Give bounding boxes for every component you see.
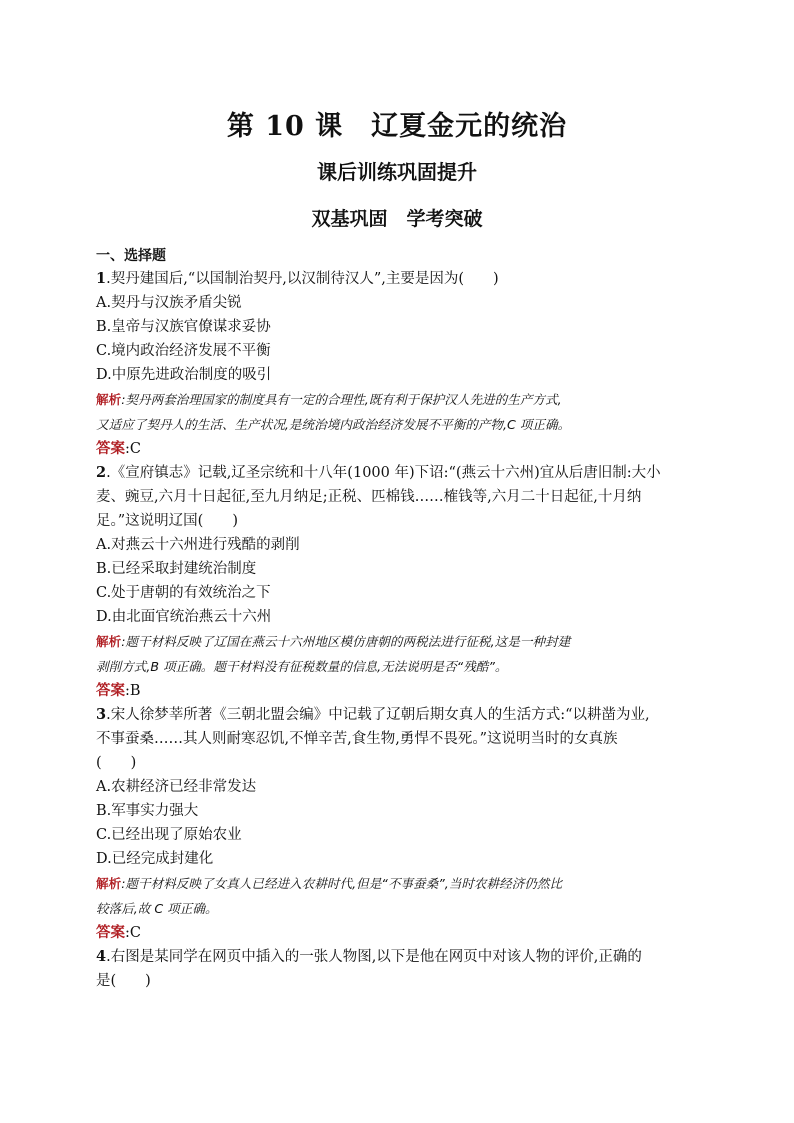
page-title: 第 10 课 辽夏金元的统治: [226, 111, 568, 142]
option-c: C.处于唐朝的有效统治之下: [96, 585, 271, 601]
analysis-label: 解析: [96, 876, 122, 891]
question-number: 1: [96, 270, 107, 287]
analysis-label: 解析: [96, 392, 122, 407]
analysis-line: [96, 387, 706, 412]
analysis-line: [96, 871, 706, 896]
question-2: [96, 461, 706, 703]
answer-value: :B: [125, 683, 141, 699]
answer-value: :C: [125, 441, 141, 457]
analysis-text: :契丹两套治理国家的制度具有一定的合理性,既有利于保护汉人先进的生产方式,: [121, 392, 562, 407]
option-b: B.皇帝与汉族官僚谋求妥协: [96, 319, 271, 335]
question-text-line: ( ): [96, 755, 137, 771]
option-b: B.已经采取封建统治制度: [96, 561, 257, 577]
question-text-line: [96, 461, 706, 485]
answer-line: [96, 921, 706, 945]
answer-label: 答案: [96, 682, 125, 699]
analysis-label: 解析: [96, 634, 122, 649]
option-d: D.中原先进政治制度的吸引: [96, 367, 272, 383]
analysis-line: [96, 629, 706, 654]
answer-line: [96, 679, 706, 703]
question-number: 2: [96, 464, 107, 481]
option-a: A.农耕经济已经非常发达: [96, 779, 257, 795]
option-b: B.军事实力强大: [96, 803, 199, 819]
question-4: [96, 945, 706, 993]
option-c: C.境内政治经济发展不平衡: [96, 343, 271, 359]
option-d: D.已经完成封建化: [96, 851, 214, 867]
analysis-text: :题干材料反映了女真人已经进入农耕时代,但是“不事蚕桑”,当时农耕经济仍然比: [121, 876, 563, 891]
analysis-line: 剥削方式,B 项正确。题干材料没有征税数量的信息,无法说明是否“残酷”。: [96, 659, 508, 674]
question-text-line: [96, 267, 706, 291]
question-stem: .宋人徐梦莘所著《三朝北盟会编》中记载了辽朝后期女真人的生活方式:“以耕凿为业,: [106, 707, 650, 723]
question-number: 3: [96, 706, 107, 723]
part-heading: 一、选择题: [96, 248, 166, 264]
page-subtitle: 课后训练巩固提升: [317, 160, 477, 184]
section-title: 双基巩固 学考突破: [311, 208, 483, 230]
question-number: 4: [96, 948, 107, 965]
question-text-line: [96, 703, 706, 727]
question-text-line: [96, 945, 706, 969]
question-text-line: 不事蚕桑……其人则耐寒忍饥,不惮辛苦,食生物,勇悍不畏死。”这说明当时的女真族: [96, 731, 618, 747]
analysis-line: 又适应了契丹人的生活、生产状况,是统治境内政治经济发展不平衡的产物,C 项正确。: [96, 417, 571, 432]
option-a: A.对燕云十六州进行残酷的剥削: [96, 537, 300, 553]
analysis-line: 较落后,故 C 项正确。: [96, 901, 218, 916]
answer-label: 答案: [96, 924, 125, 941]
question-stem: .《宣府镇志》记载,辽圣宗统和十八年(1000 年)下诏:“(燕云十六州)宜从后唐旧制:大小: [106, 465, 661, 481]
option-c: C.已经出现了原始农业: [96, 827, 242, 843]
answer-value: :C: [125, 925, 141, 941]
content-body: [96, 245, 706, 993]
option-d: D.由北面官统治燕云十六州: [96, 609, 272, 625]
question-text-line: 足。”这说明辽国( ): [96, 513, 238, 529]
question-stem: .契丹建国后,“以国制治契丹,以汉制待汉人”,主要是因为( ): [106, 271, 499, 287]
analysis-text: :题干材料反映了辽国在燕云十六州地区模仿唐朝的两税法进行征税,这是一种封建: [121, 634, 571, 649]
answer-line: [96, 437, 706, 461]
question-text-line: 是( ): [96, 973, 151, 989]
question-1: [96, 267, 706, 461]
question-text-line: 麦、豌豆,六月十日起征,至九月纳足;正税、匹棉钱……榷钱等,六月二十日起征,十月纳: [96, 489, 642, 505]
question-3: [96, 703, 706, 945]
answer-label: 答案: [96, 440, 125, 457]
question-stem: .右图是某同学在网页中插入的一张人物图,以下是他在网页中对该人物的评价,正确的: [106, 949, 642, 965]
option-a: A.契丹与汉族矛盾尖锐: [96, 295, 242, 311]
